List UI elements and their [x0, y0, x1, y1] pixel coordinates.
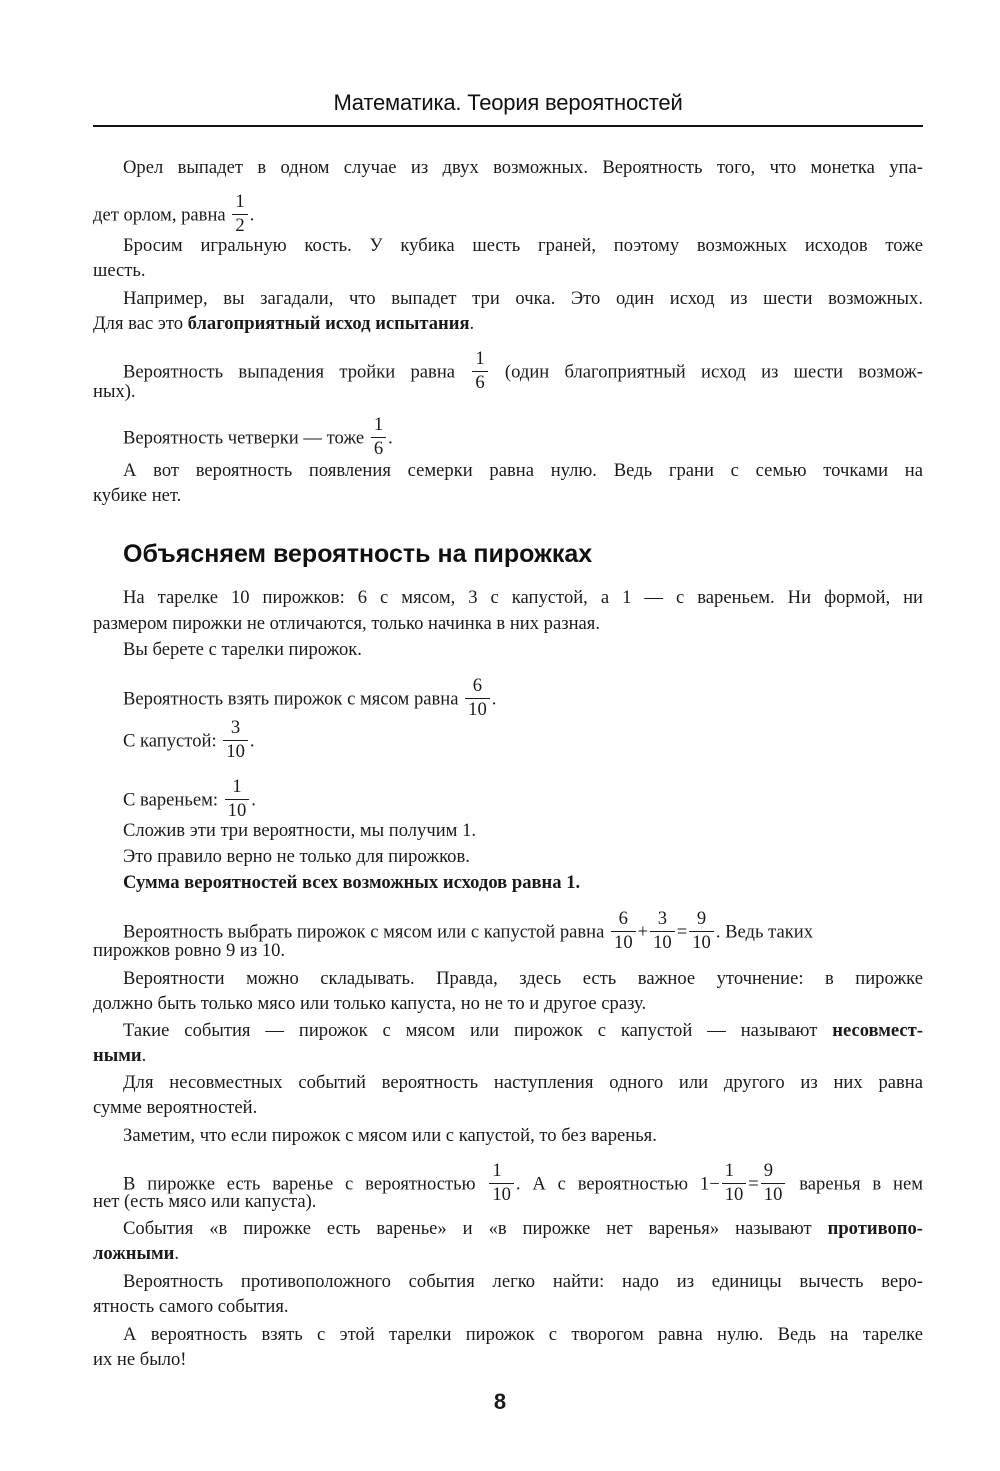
text-segment: (один благоприятный исход из шести возмож- [504, 361, 923, 383]
denominator: 10 [761, 1183, 786, 1205]
fraction [232, 193, 247, 235]
numerator: 6 [472, 675, 483, 696]
fraction [465, 677, 490, 719]
plus-sign: + [637, 921, 649, 943]
fraction [225, 778, 250, 820]
text-line [123, 1217, 923, 1241]
text-segment: События «в пирожке есть варенье» и «в пирожке нет варенья» называют [123, 1218, 828, 1239]
text-segment: С капустой: [123, 730, 217, 752]
text-line: их не было! [93, 1349, 187, 1370]
text-segment: В пирожке есть варенье с вероятностью [123, 1173, 476, 1195]
text-segment: . А с вероятностью 1 [515, 1173, 710, 1195]
text-line: Это правило верно не только для пирожков. [123, 846, 470, 867]
text-line [93, 1242, 923, 1266]
equals-sign: = [676, 921, 688, 943]
text-line: Вероятности можно складывать. Правда, здесь есть важное уточнение: в пирожке [123, 968, 923, 989]
denominator: 10 [650, 931, 675, 953]
page-number: 8 [493, 1389, 507, 1414]
header-rule [93, 125, 923, 127]
denominator: 10 [223, 740, 248, 762]
numerator: 1 [232, 776, 242, 797]
fraction [223, 719, 248, 761]
text-line: А вот вероятность появления семерки равна нулю. Ведь грани с семью точками на [123, 460, 923, 481]
text-line [93, 312, 923, 336]
text-line: сумме вероятностей. [93, 1097, 258, 1118]
text-segment: Вероятность выпадения тройки равна [123, 361, 456, 383]
denominator: 2 [232, 214, 247, 236]
text-line [123, 776, 923, 822]
text-segment: . [251, 789, 256, 811]
denominator: 6 [371, 437, 386, 459]
text-line: нет (есть мясо или капуста). [93, 1191, 317, 1212]
text-line: Например, вы загадали, что выпадет три очка. Это один исход из шести возможных. [123, 288, 923, 309]
text-segment: дет орлом, равна [93, 204, 226, 226]
text-segment: Вероятность четверки — тоже [123, 427, 365, 449]
text-line: должно быть только мясо или только капуста, но не то и другое сразу. [93, 993, 647, 1014]
text-segment: . [491, 688, 497, 710]
bold-term: противопо- [827, 1218, 923, 1239]
denominator: 10 [489, 1183, 514, 1205]
text-segment: Вероятность взять пирожок с мясом равна [123, 688, 459, 710]
numerator: 3 [657, 908, 668, 929]
text-segment: . Ведь таких [715, 921, 813, 943]
text-segment: Для вас это [93, 313, 188, 334]
denominator: 6 [472, 371, 487, 393]
denominator: 10 [465, 698, 490, 720]
text-segment: . [469, 313, 475, 334]
text-segment: . [249, 204, 255, 226]
bold-term: ложными [93, 1243, 175, 1264]
numerator: 9 [763, 1160, 774, 1181]
text-line: ных). [93, 381, 136, 402]
text-line [123, 1019, 923, 1043]
denominator: 10 [225, 799, 250, 821]
text-line [123, 717, 923, 763]
equals-sign: = [748, 1173, 759, 1195]
text-line [93, 1044, 923, 1068]
denominator: 10 [689, 931, 714, 953]
denominator: 10 [722, 1183, 747, 1205]
minus-sign: − [709, 1173, 720, 1195]
numerator: 1 [373, 414, 384, 435]
text-segment: . [174, 1243, 180, 1264]
text-line [123, 871, 923, 895]
text-line: Заметим, что если пирожок с мясом или с капустой, то без варенья. [123, 1125, 657, 1146]
text-line: размером пирожки не отличаются, только начинка в них разная. [93, 613, 600, 634]
bold-term: несовмест- [832, 1020, 923, 1041]
numerator: 1 [724, 1160, 734, 1181]
text-segment: . [249, 730, 255, 752]
text-line [93, 191, 923, 237]
numerator: 1 [235, 191, 245, 212]
bold-term: благоприятный исход испытания [187, 313, 470, 334]
text-line: На тарелке 10 пирожков: 6 с мясом, 3 с капустой, а 1 — с вареньем. Ни формой, ни [123, 587, 923, 608]
numerator: 9 [696, 908, 707, 929]
text-line [123, 675, 923, 721]
text-line: А вероятность взять с этой тарелки пирожок с творогом равна нулю. Ведь на тарелке [123, 1324, 923, 1345]
fraction [371, 416, 386, 458]
bold-rule: Сумма вероятностей всех возможных исходов равна 1. [123, 872, 581, 893]
text-segment: варенья в нем [799, 1173, 923, 1195]
numerator: 6 [618, 908, 628, 929]
text-line: ятность самого события. [93, 1296, 289, 1317]
text-segment: С вареньем: [123, 789, 219, 811]
text-segment: Такие события — пирожок с мясом или пирожок с капустой — называют [123, 1020, 833, 1041]
text-line: Для несовместных событий вероятность наступления одного или другого из них равна [123, 1072, 923, 1093]
running-header: Математика. Теория вероятностей [333, 90, 683, 115]
bold-term: ными [93, 1045, 142, 1066]
numerator: 3 [230, 717, 241, 738]
section-heading: Объясняем вероятность на пирожках [123, 540, 593, 568]
text-line: Вероятность противоположного события легко найти: надо из единицы вычесть веро- [123, 1271, 923, 1292]
denominator: 10 [611, 931, 636, 953]
text-line: кубике нет. [93, 485, 182, 506]
numerator: 1 [475, 348, 485, 369]
text-line: Орел выпадет в одном случае из двух возможных. Вероятность того, что монетка упа- [123, 157, 923, 178]
text-line: Вы берете с тарелки пирожок. [123, 639, 362, 660]
text-segment: . [141, 1045, 147, 1066]
text-line [123, 414, 923, 460]
numerator: 1 [492, 1160, 502, 1181]
text-segment: . [388, 427, 393, 449]
text-segment: Вероятность выбрать пирожок с мясом или с капустой равна [123, 921, 605, 943]
text-line: пирожков ровно 9 из 10. [93, 940, 286, 961]
text-line: Сложив эти три вероятности, мы получим 1. [123, 820, 477, 841]
text-line: шесть. [93, 260, 146, 281]
text-line: Бросим игральную кость. У кубика шесть граней, поэтому возможных исходов тоже [123, 235, 923, 256]
